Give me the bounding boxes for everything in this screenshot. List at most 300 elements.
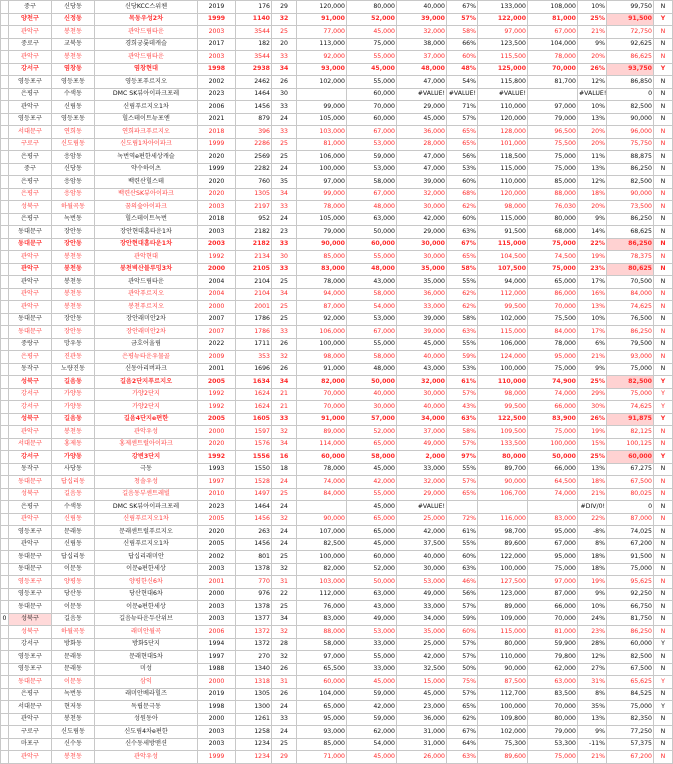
table-cell[interactable]: 2004 (198, 276, 236, 289)
table-cell[interactable]: 58% (447, 313, 478, 326)
table-cell[interactable]: 2005 (198, 513, 236, 526)
table-cell[interactable]: 57% (447, 476, 478, 489)
table-cell[interactable]: 70,000 (528, 701, 578, 714)
table-cell[interactable]: 45,000 (347, 63, 397, 76)
table-cell[interactable]: N (654, 626, 673, 639)
table-cell[interactable]: 59,000 (347, 713, 397, 726)
table-cell[interactable]: 1377 (236, 613, 272, 626)
table-cell[interactable] (297, 88, 347, 101)
table-cell[interactable]: 16 (272, 451, 297, 464)
table-cell[interactable]: 1258 (236, 726, 272, 739)
table-cell[interactable]: 1528 (236, 476, 272, 489)
table-cell[interactable]: 신림푸르지오1차 (95, 513, 198, 526)
table-cell[interactable] (1, 751, 9, 764)
table-cell[interactable]: 62,000 (528, 663, 578, 676)
table-cell[interactable]: 2020 (198, 176, 236, 189)
table-cell[interactable]: 답십리동 (52, 551, 95, 564)
table-cell[interactable]: 신당KCC스위첸 (95, 1, 198, 14)
table-cell[interactable]: 29 (272, 751, 297, 764)
table-cell[interactable]: 65,000 (347, 438, 397, 451)
table-cell[interactable]: 38,000 (397, 38, 447, 51)
table-cell[interactable]: N (654, 526, 673, 539)
table-cell[interactable]: 85,000 (297, 251, 347, 264)
table-cell[interactable] (1, 413, 9, 426)
table-cell[interactable]: 32 (272, 513, 297, 526)
table-cell[interactable]: 85,000 (297, 738, 347, 751)
table-cell[interactable]: 2000 (198, 426, 236, 439)
table-cell[interactable]: N (654, 338, 673, 351)
table-cell[interactable]: 2003 (198, 563, 236, 576)
table-cell[interactable]: 1998 (198, 701, 236, 714)
table-cell[interactable] (1, 738, 9, 751)
table-cell[interactable]: Y (654, 13, 673, 26)
table-cell[interactable]: 75,000 (607, 701, 654, 714)
table-cell[interactable]: 가양2단지 (95, 401, 198, 414)
table-cell[interactable]: 73,500 (607, 201, 654, 214)
table-cell[interactable]: 74,500 (528, 251, 578, 264)
table-cell[interactable]: 봉천동 (52, 426, 95, 439)
table-cell[interactable]: 0 (1, 613, 9, 626)
table-cell[interactable] (1, 426, 9, 439)
table-cell[interactable]: 99,500 (478, 301, 528, 314)
table-cell[interactable]: 100,000 (297, 338, 347, 351)
table-cell[interactable] (1, 563, 9, 576)
table-cell[interactable]: 89,000 (478, 601, 528, 614)
table-cell[interactable]: 영등포구 (9, 651, 52, 664)
table-cell[interactable]: 122,500 (478, 413, 528, 426)
table-cell[interactable]: 89,000 (297, 426, 347, 439)
table-cell[interactable]: 879 (236, 113, 272, 126)
table-cell[interactable]: 60,000 (607, 638, 654, 651)
table-cell[interactable]: 녹번동 (52, 213, 95, 226)
table-cell[interactable]: 2023 (198, 501, 236, 514)
table-cell[interactable]: 2286 (236, 138, 272, 151)
table-cell[interactable]: 39,000 (397, 313, 447, 326)
table-cell[interactable]: 33 (272, 238, 297, 251)
table-cell[interactable] (528, 88, 578, 101)
table-cell[interactable]: 25 (272, 488, 297, 501)
table-cell[interactable]: 1556 (236, 451, 272, 464)
table-cell[interactable]: 45,000 (347, 26, 397, 39)
table-cell[interactable]: N (654, 476, 673, 489)
table-cell[interactable]: 신정동 (52, 13, 95, 26)
table-cell[interactable]: 47,000 (397, 76, 447, 89)
table-cell[interactable]: N (654, 288, 673, 301)
table-cell[interactable]: 115,000 (478, 238, 528, 251)
table-cell[interactable]: 길음동 (52, 413, 95, 426)
table-cell[interactable]: 2005 (198, 376, 236, 389)
table-cell[interactable]: 67,000 (528, 538, 578, 551)
table-cell[interactable]: 80,000 (478, 451, 528, 464)
table-cell[interactable]: 353 (236, 351, 272, 364)
table-cell[interactable]: 67,500 (607, 476, 654, 489)
table-cell[interactable]: 이문e편한세상 (95, 601, 198, 614)
table-cell[interactable]: 79,000 (297, 226, 347, 239)
table-cell[interactable]: 마포구 (9, 738, 52, 751)
table-cell[interactable]: 1305 (236, 188, 272, 201)
table-cell[interactable] (1, 526, 9, 539)
table-cell[interactable]: 26 (272, 688, 297, 701)
table-cell[interactable]: Y (654, 451, 673, 464)
table-cell[interactable]: 2019 (198, 1, 236, 14)
table-cell[interactable]: 래미안월곡 (95, 626, 198, 639)
table-cell[interactable]: 42,000 (347, 476, 397, 489)
table-cell[interactable]: 1305 (236, 688, 272, 701)
table-cell[interactable]: 2003 (198, 201, 236, 214)
table-cell[interactable]: 71,000 (297, 751, 347, 764)
table-cell[interactable]: 112,000 (297, 588, 347, 601)
table-cell[interactable]: 45,000 (397, 688, 447, 701)
table-cell[interactable]: 75,000 (607, 363, 654, 376)
table-cell[interactable]: N (654, 351, 673, 364)
table-cell[interactable]: 75,750 (607, 138, 654, 151)
table-cell[interactable]: 88,000 (297, 626, 347, 639)
table-cell[interactable]: 55% (447, 538, 478, 551)
table-cell[interactable]: 102,000 (297, 76, 347, 89)
table-cell[interactable]: 26% (578, 413, 607, 426)
table-cell[interactable]: 67,000 (347, 326, 397, 339)
table-cell[interactable] (1, 626, 9, 639)
table-cell[interactable]: 115,000 (478, 626, 528, 639)
table-cell[interactable]: 23,000 (397, 701, 447, 714)
table-cell[interactable]: 60,000 (297, 451, 347, 464)
table-cell[interactable]: 19% (578, 576, 607, 589)
table-cell[interactable]: 67% (447, 238, 478, 251)
table-cell[interactable]: 14% (578, 226, 607, 239)
table-cell[interactable]: 25 (272, 276, 297, 289)
table-cell[interactable]: 2104 (236, 288, 272, 301)
table-cell[interactable]: 관악드림타운 (95, 51, 198, 64)
table-cell[interactable]: 75,000 (528, 151, 578, 164)
table-cell[interactable]: N (654, 551, 673, 564)
table-cell[interactable]: 74,000 (528, 388, 578, 401)
table-cell[interactable]: 75,000 (528, 238, 578, 251)
table-cell[interactable]: 관악구 (9, 26, 52, 39)
table-cell[interactable]: 신도림동 (52, 138, 95, 151)
table-cell[interactable]: N (654, 513, 673, 526)
table-cell[interactable]: 25 (272, 138, 297, 151)
table-cell[interactable]: 2005 (198, 538, 236, 551)
table-cell[interactable] (478, 501, 528, 514)
table-cell[interactable]: 은평구 (9, 501, 52, 514)
table-cell[interactable]: 81,700 (528, 76, 578, 89)
table-cell[interactable]: 57% (447, 688, 478, 701)
table-cell[interactable]: 2000 (198, 263, 236, 276)
table-cell[interactable]: 24 (272, 701, 297, 714)
table-cell[interactable]: 연희동 (52, 126, 95, 139)
table-cell[interactable]: 35,000 (397, 263, 447, 276)
table-cell[interactable]: 86,250 (607, 163, 654, 176)
table-cell[interactable]: 122,000 (478, 13, 528, 26)
table-cell[interactable]: N (654, 213, 673, 226)
table-cell[interactable]: #VALUE! (447, 88, 478, 101)
table-cell[interactable]: 구로구 (9, 138, 52, 151)
table-cell[interactable]: 83,000 (297, 613, 347, 626)
table-cell[interactable]: 20 (272, 38, 297, 51)
table-cell[interactable]: 53,000 (347, 138, 397, 151)
table-cell[interactable]: 34,000 (397, 613, 447, 626)
table-cell[interactable]: 32,000 (397, 26, 447, 39)
table-cell[interactable]: -8% (578, 526, 607, 539)
table-cell[interactable]: 2197 (236, 201, 272, 214)
table-cell[interactable] (1, 463, 9, 476)
table-cell[interactable]: Y (654, 638, 673, 651)
table-cell[interactable]: 87,500 (478, 676, 528, 689)
table-cell[interactable]: 가양동 (52, 401, 95, 414)
table-cell[interactable]: 52,000 (347, 563, 397, 576)
table-cell[interactable]: N (654, 713, 673, 726)
table-cell[interactable]: 2007 (198, 326, 236, 339)
table-cell[interactable]: 56% (447, 588, 478, 601)
table-cell[interactable]: 2017 (198, 38, 236, 51)
table-cell[interactable] (297, 501, 347, 514)
table-cell[interactable]: 문래동 (52, 651, 95, 664)
table-cell[interactable]: 1624 (236, 388, 272, 401)
table-cell[interactable]: 93,000 (607, 351, 654, 364)
table-cell[interactable]: 1456 (236, 513, 272, 526)
table-cell[interactable]: 18% (578, 476, 607, 489)
table-cell[interactable]: 21 (272, 388, 297, 401)
table-cell[interactable]: DMC SK뷰아이파크포레 (95, 501, 198, 514)
table-cell[interactable]: 106,000 (297, 326, 347, 339)
table-cell[interactable]: 95,000 (528, 551, 578, 564)
table-cell[interactable]: 은평구 (9, 151, 52, 164)
table-cell[interactable]: 48,000 (397, 63, 447, 76)
table-cell[interactable] (528, 501, 578, 514)
table-cell[interactable]: 2001 (198, 363, 236, 376)
table-cell[interactable]: 86,625 (607, 51, 654, 64)
table-cell[interactable]: 신수동 (52, 738, 95, 751)
table-cell[interactable]: 120,000 (297, 1, 347, 14)
table-cell[interactable]: 수색동 (52, 88, 95, 101)
table-cell[interactable]: 진관동 (52, 351, 95, 364)
table-cell[interactable]: 2009 (198, 351, 236, 364)
table-cell[interactable]: 30,000 (397, 238, 447, 251)
table-cell[interactable]: 30,000 (397, 251, 447, 264)
table-cell[interactable] (1, 76, 9, 89)
table-cell[interactable]: N (654, 263, 673, 276)
table-cell[interactable]: 92,625 (607, 38, 654, 51)
table-cell[interactable]: 13% (578, 713, 607, 726)
table-cell[interactable]: N (654, 738, 673, 751)
table-cell[interactable] (1, 326, 9, 339)
table-cell[interactable]: 25,000 (397, 513, 447, 526)
table-cell[interactable]: 78,000 (528, 338, 578, 351)
table-cell[interactable] (1, 438, 9, 451)
table-cell[interactable]: 50% (447, 663, 478, 676)
table-cell[interactable]: N (654, 563, 673, 576)
table-cell[interactable]: 26 (272, 663, 297, 676)
table-cell[interactable]: 길음4단지e편한 (95, 413, 198, 426)
table-cell[interactable]: 63% (447, 563, 478, 576)
table-cell[interactable]: 성북구 (9, 413, 52, 426)
table-cell[interactable]: 75,000 (528, 426, 578, 439)
table-cell[interactable]: 89,700 (478, 463, 528, 476)
table-cell[interactable]: 2003 (198, 738, 236, 751)
table-cell[interactable]: 40,000 (397, 551, 447, 564)
table-cell[interactable]: 2000 (198, 713, 236, 726)
table-cell[interactable]: Y (654, 388, 673, 401)
table-cell[interactable]: 32 (272, 351, 297, 364)
table-cell[interactable]: 12% (578, 76, 607, 89)
table-cell[interactable]: 39,000 (397, 326, 447, 339)
table-cell[interactable]: 99,500 (478, 401, 528, 414)
table-cell[interactable]: 31,000 (397, 726, 447, 739)
table-cell[interactable]: 장안현대홈타운1차 (95, 226, 198, 239)
table-cell[interactable]: 1234 (236, 738, 272, 751)
table-cell[interactable]: 2134 (236, 251, 272, 264)
table-cell[interactable]: 하월곡동 (52, 201, 95, 214)
table-cell[interactable]: 22% (578, 513, 607, 526)
table-cell[interactable]: 83,900 (528, 413, 578, 426)
table-cell[interactable]: 망우동 (52, 338, 95, 351)
table-cell[interactable]: 홍제센트럴아이파크 (95, 438, 198, 451)
table-cell[interactable]: 25 (272, 551, 297, 564)
table-cell[interactable]: 96,000 (607, 126, 654, 139)
table-cell[interactable]: 81,750 (607, 613, 654, 626)
table-cell[interactable]: 강서구 (9, 451, 52, 464)
table-cell[interactable]: 79,800 (528, 651, 578, 664)
table-cell[interactable]: 42,000 (397, 213, 447, 226)
table-cell[interactable]: N (654, 463, 673, 476)
table-cell[interactable]: 80,625 (607, 263, 654, 276)
table-cell[interactable]: 2569 (236, 151, 272, 164)
table-cell[interactable]: 21 (272, 401, 297, 414)
table-cell[interactable]: 115,500 (478, 51, 528, 64)
table-cell[interactable] (1, 38, 9, 51)
table-cell[interactable]: 53,000 (347, 163, 397, 176)
table-cell[interactable]: 이문동 (52, 676, 95, 689)
table-cell[interactable]: 23% (578, 263, 607, 276)
table-cell[interactable]: 18% (578, 563, 607, 576)
table-cell[interactable] (1, 138, 9, 151)
table-cell[interactable]: 2020 (198, 188, 236, 201)
table-cell[interactable]: 45,000 (347, 501, 397, 514)
table-cell[interactable]: 74,900 (528, 376, 578, 389)
table-cell[interactable]: 22% (578, 238, 607, 251)
table-cell[interactable]: 2003 (198, 613, 236, 626)
table-cell[interactable]: 66,000 (528, 463, 578, 476)
table-cell[interactable]: 동대문구 (9, 551, 52, 564)
table-cell[interactable]: 65% (447, 251, 478, 264)
table-cell[interactable] (1, 338, 9, 351)
table-cell[interactable]: 성북구 (9, 626, 52, 639)
table-cell[interactable]: 32 (272, 626, 297, 639)
table-cell[interactable]: 1456 (236, 538, 272, 551)
table-cell[interactable]: 관악드림타운 (95, 276, 198, 289)
table-cell[interactable]: 영등포구 (9, 588, 52, 601)
table-cell[interactable]: 78,000 (297, 463, 347, 476)
table-cell[interactable] (1, 13, 9, 26)
table-cell[interactable]: N (654, 238, 673, 251)
table-cell[interactable]: 109,000 (478, 613, 528, 626)
table-cell[interactable]: 은평구 (9, 688, 52, 701)
table-cell[interactable]: 35% (578, 701, 607, 714)
table-cell[interactable]: 50,000 (347, 376, 397, 389)
table-cell[interactable]: 이문동 (52, 563, 95, 576)
table-cell[interactable]: 65,000 (347, 513, 397, 526)
table-cell[interactable]: 77,250 (607, 726, 654, 739)
table-cell[interactable]: 구로구 (9, 726, 52, 739)
table-cell[interactable]: N (654, 501, 673, 514)
table-cell[interactable]: 은평구 (9, 213, 52, 226)
table-cell[interactable]: 82,500 (607, 651, 654, 664)
table-cell[interactable]: 1140 (236, 13, 272, 26)
table-cell[interactable]: 75,500 (528, 313, 578, 326)
table-cell[interactable]: 1998 (198, 63, 236, 76)
table-cell[interactable]: 봉천동 (52, 251, 95, 264)
table-cell[interactable]: N (654, 163, 673, 176)
table-cell[interactable] (1, 638, 9, 651)
table-cell[interactable]: N (654, 326, 673, 339)
table-cell[interactable]: 55% (447, 276, 478, 289)
table-cell[interactable]: 25% (578, 451, 607, 464)
table-cell[interactable]: 25 (272, 313, 297, 326)
table-cell[interactable]: 9% (578, 588, 607, 601)
table-cell[interactable]: 영등포구 (9, 576, 52, 589)
table-cell[interactable]: 신도림동 (52, 726, 95, 739)
table-cell[interactable]: 104,000 (297, 688, 347, 701)
table-cell[interactable]: 128,000 (478, 126, 528, 139)
table-cell[interactable]: 76,000 (297, 601, 347, 614)
table-cell[interactable]: 55% (447, 338, 478, 351)
table-cell[interactable]: 92,250 (607, 588, 654, 601)
table-cell[interactable]: 116,000 (478, 513, 528, 526)
table-cell[interactable]: 55% (447, 463, 478, 476)
table-cell[interactable]: 30% (578, 401, 607, 414)
table-cell[interactable]: N (654, 88, 673, 101)
table-cell[interactable]: 1997 (198, 476, 236, 489)
table-cell[interactable] (1, 213, 9, 226)
table-cell[interactable]: 103,000 (297, 576, 347, 589)
table-cell[interactable] (1, 476, 9, 489)
table-cell[interactable]: 교북동 (52, 38, 95, 51)
table-cell[interactable]: 122,000 (478, 551, 528, 564)
table-cell[interactable]: 60,000 (347, 113, 397, 126)
table-cell[interactable]: 28% (578, 638, 607, 651)
table-cell[interactable]: 65% (447, 138, 478, 151)
table-cell[interactable]: 장안동 (52, 238, 95, 251)
table-cell[interactable]: 신림푸르지오1차 (95, 538, 198, 551)
table-cell[interactable]: 동대문구 (9, 476, 52, 489)
table-cell[interactable]: 양평한신6차 (95, 576, 198, 589)
table-cell[interactable]: 장안래미안2차 (95, 326, 198, 339)
table-cell[interactable]: 길음동 (52, 488, 95, 501)
table-cell[interactable]: 52,000 (347, 426, 397, 439)
table-cell[interactable]: 86,000 (528, 288, 578, 301)
table-cell[interactable]: 봉천벽산블루밍3차 (95, 263, 198, 276)
table-cell[interactable]: 48% (447, 63, 478, 76)
table-cell[interactable]: 65,625 (607, 676, 654, 689)
table-cell[interactable] (1, 26, 9, 39)
table-cell[interactable]: 1456 (236, 101, 272, 114)
table-cell[interactable]: 30,000 (397, 201, 447, 214)
table-cell[interactable]: N (654, 538, 673, 551)
table-cell[interactable]: 영등포푸르지오 (95, 76, 198, 89)
table-cell[interactable]: 35,000 (397, 626, 447, 639)
table-cell[interactable]: 35 (272, 176, 297, 189)
table-cell[interactable]: 2003 (198, 238, 236, 251)
table-cell[interactable]: 60,000 (297, 676, 347, 689)
table-cell[interactable]: 94,000 (297, 288, 347, 301)
table-cell[interactable]: 106,000 (478, 338, 528, 351)
table-cell[interactable]: 성북구 (9, 488, 52, 501)
table-cell[interactable]: 2,000 (397, 451, 447, 464)
table-cell[interactable]: 응암동 (52, 176, 95, 189)
table-cell[interactable] (1, 63, 9, 76)
table-cell[interactable]: 봉천동 (52, 26, 95, 39)
table-cell[interactable]: 57% (447, 438, 478, 451)
